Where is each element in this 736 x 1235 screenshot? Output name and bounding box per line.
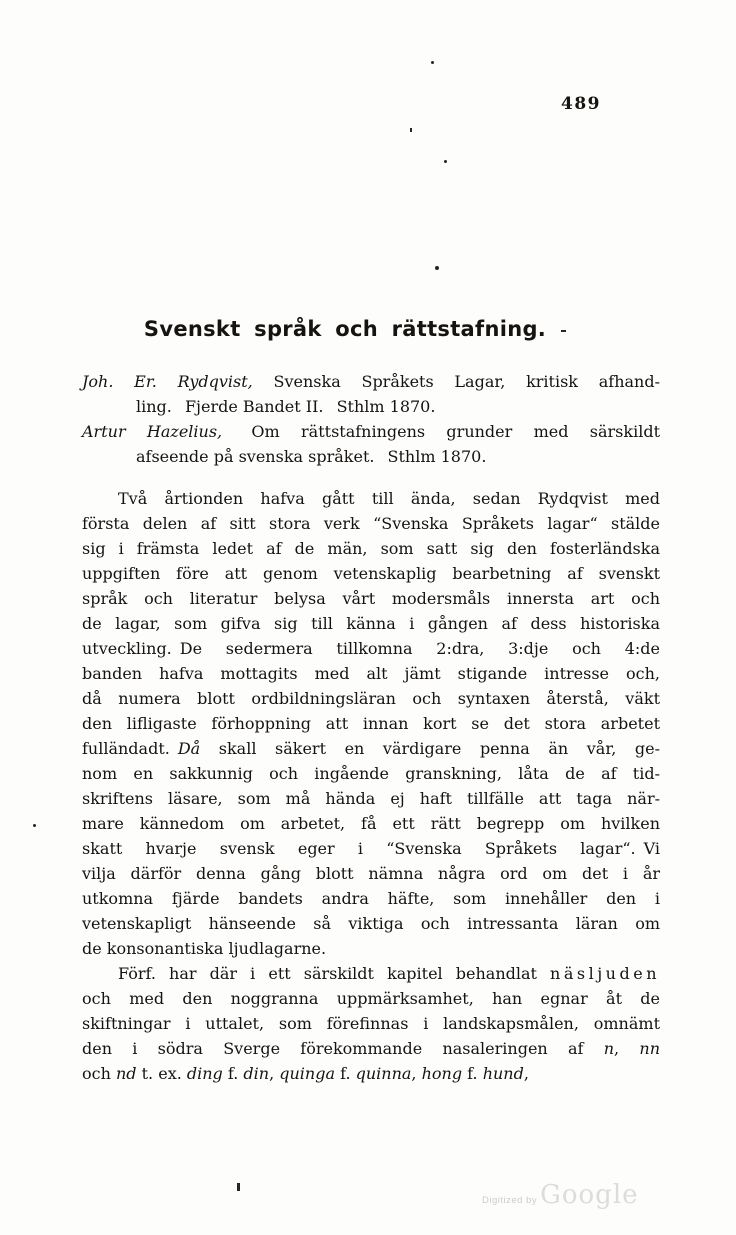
text-line: första delen af sitt stora verk “Svenska Språkets lagar“ stälde <box>82 514 660 533</box>
text-line: den i södra Sverge förekommande nasaleringen af n, nn <box>82 1039 660 1058</box>
text-line: och nd t. ex. ding f. din, quinga f. quinna, hong f. hund, <box>82 1064 529 1083</box>
text-line: skatt hvarje svensk eger i “Svenska Språkets lagar“. Vi <box>82 839 660 858</box>
text-line: Artur Hazelius, Om rättstafningens grunder med särskildt <box>82 422 660 441</box>
text-line: den lifligaste förhoppning att innan kort se det stora arbetet <box>82 714 660 733</box>
text-line: skiftningar i uttalet, som förefinnas i landskapsmålen, omnämt <box>82 1014 660 1033</box>
scan-speck <box>33 824 36 827</box>
article-title: Svenskt språk och rättstafning. <box>143 317 547 341</box>
text-line: språk och literatur belysa vårt modersmåls innersta art och <box>82 589 660 608</box>
digitization-watermark <box>482 1180 639 1210</box>
text-line: uppgiften före att genom vetenskaplig bearbetning af svenskt <box>82 564 660 583</box>
text-line: Förf. har där i ett särskildt kapitel behandlat näsljuden <box>118 964 660 983</box>
google-logo-watermark: Google <box>540 1180 639 1210</box>
scan-speck <box>431 61 434 64</box>
text-line: Två årtionden hafva gått till ända, sedan Rydqvist med <box>118 489 660 508</box>
text-line: skriftens läsare, som må hända ej haft tillfälle att taga när- <box>82 789 660 808</box>
text-line: mare kännedom om arbetet, få ett rätt begrepp om hvilken <box>82 814 660 833</box>
text-line: afseende på svenska språket. Sthlm 1870. <box>136 447 487 466</box>
text-line: de lagar, som gifva sig till känna i gången af dess historiska <box>82 614 660 633</box>
text-line: ling. Fjerde Bandet II. Sthlm 1870. <box>136 397 436 416</box>
text-line: fulländadt. Då skall säkert en värdigare penna än vår, ge- <box>82 739 660 758</box>
text-line: vetenskapligt hänseende så viktiga och intressanta läran om <box>82 914 660 933</box>
text-line: då numera blott ordbildningsläran och syntaxen återstå, väkt <box>82 689 660 708</box>
scan-speck <box>444 160 447 163</box>
text-line: och med den noggranna uppmärksamhet, han egnar åt de <box>82 989 660 1008</box>
text-line: vilja därför denna gång blott nämna några ord om det i år <box>82 864 660 883</box>
text-line: nom en sakkunnig och ingående granskning, låta de af tid- <box>82 764 660 783</box>
scan-speck <box>237 1183 240 1191</box>
text-line: de konsonantiska ljudlagarne. <box>82 939 327 958</box>
watermark-prefix-text: Digitized by <box>482 1195 538 1206</box>
scan-speck <box>435 266 439 270</box>
text-line: utveckling. De sedermera tillkomna 2:dra, 3:dje och 4:de <box>82 639 660 658</box>
scan-speck <box>561 330 566 332</box>
article-body <box>82 486 660 1086</box>
scan-speck <box>410 128 412 132</box>
text-line: banden hafva mottagits med alt jämt stigande intresse och, <box>82 664 660 683</box>
page-number: 489 <box>561 94 601 114</box>
text-line: sig i främsta ledet af de män, som satt sig den fosterländska <box>82 539 660 558</box>
text-line: Joh. Er. Rydqvist, Svenska Språkets Lagar, kritisk afhand- <box>82 372 661 391</box>
text-line: utkomna fjärde bandets andra häfte, som innehåller den i <box>82 889 660 908</box>
bibliographic-references <box>82 369 660 469</box>
